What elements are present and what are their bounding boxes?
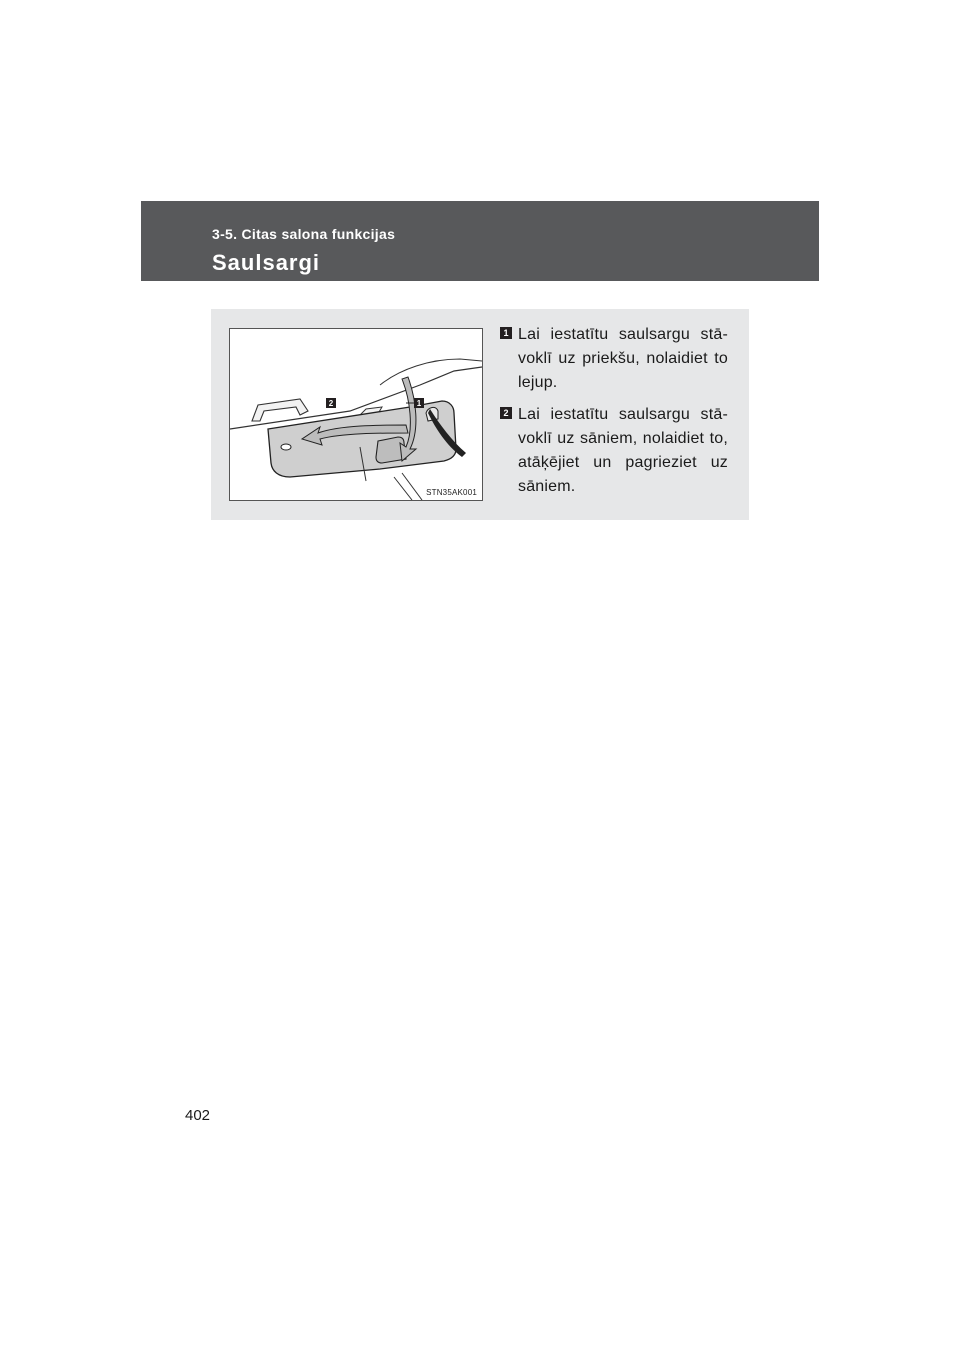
step-list [500, 323, 728, 507]
figure-code: STN35AK001 [426, 488, 477, 497]
callout-1: 1 [416, 399, 422, 408]
instruction-panel [211, 309, 749, 520]
step-text: Lai iestatītu saulsargu stā-voklī uz sāniem, nolaidiet to, atāķējiet un pagrieziet uz sāniem. [518, 406, 728, 495]
page-number: 402 [185, 1107, 211, 1124]
sun-visor-illustration [229, 328, 483, 501]
step-item [500, 323, 728, 395]
page-title: Saulsargi [212, 250, 321, 275]
step-number-badge: 1 [500, 327, 512, 339]
sun-visor-drawing [230, 329, 482, 500]
section-label: 3-5. Citas salona funkcijas [212, 226, 396, 242]
step-text: Lai iestatītu saulsargu stā-voklī uz priekšu, nolaidiet to lejup. [518, 326, 728, 391]
callout-2: 2 [328, 399, 334, 408]
step-item [500, 403, 728, 499]
step-number-badge: 2 [500, 407, 512, 419]
section-header [141, 201, 819, 281]
